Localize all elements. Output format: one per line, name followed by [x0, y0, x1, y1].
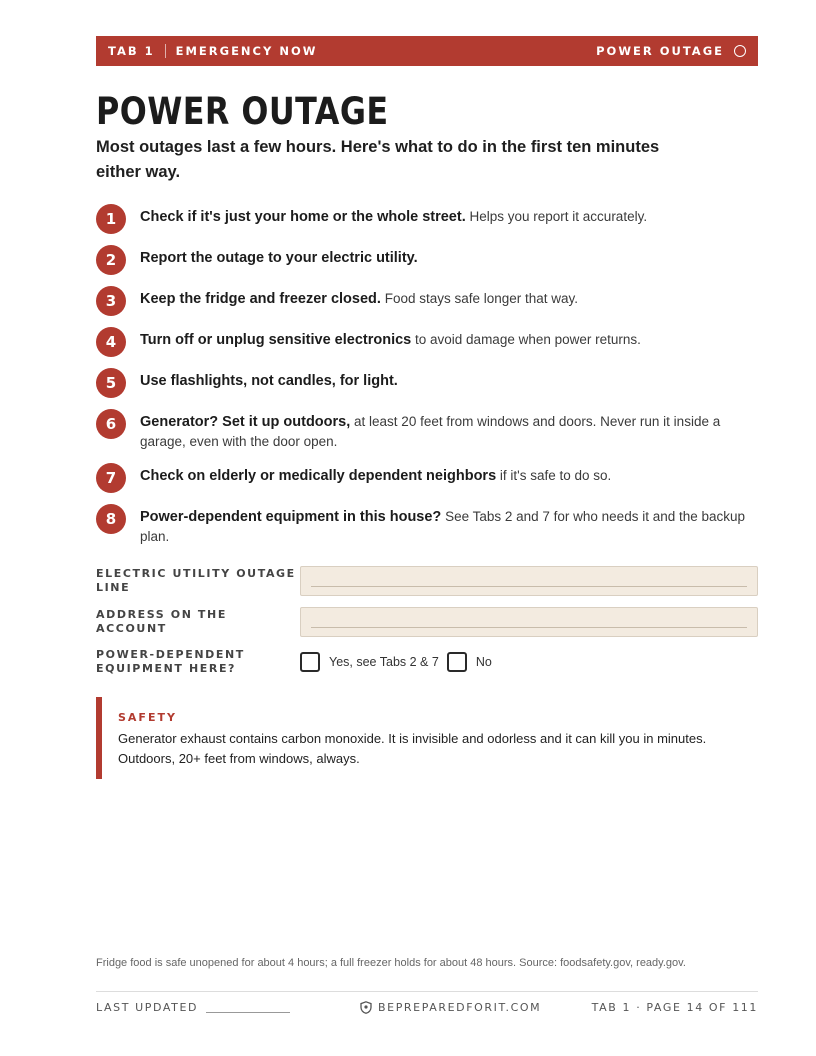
- footer-divider: [96, 991, 758, 992]
- utility-line-field[interactable]: [300, 566, 758, 596]
- step-item: [96, 286, 758, 316]
- no-checkbox[interactable]: [447, 652, 467, 672]
- step-detail: at least 20 feet from windows and doors. Never run it inside a garage, even with the door open.: [140, 414, 721, 449]
- step-detail: Food stays safe longer that way.: [384, 291, 579, 306]
- step-number: 4: [96, 327, 126, 357]
- step-title: Power-dependent equipment in this house?: [140, 509, 442, 525]
- address-field[interactable]: [300, 607, 758, 637]
- step-detail: to avoid damage when power returns.: [415, 332, 641, 347]
- step-item: [96, 409, 758, 452]
- step-title: Keep the fridge and freezer closed.: [140, 291, 381, 307]
- shield-icon: [360, 1001, 372, 1014]
- banner-divider: [165, 44, 166, 58]
- last-updated-label: LAST UPDATED: [96, 1001, 199, 1014]
- step-number: 1: [96, 204, 126, 234]
- banner-topic: POWER OUTAGE: [596, 44, 724, 58]
- equipment-label: POWER-DEPENDENT EQUIPMENT HERE?: [96, 648, 245, 675]
- circle-icon: [734, 45, 746, 57]
- step-title: Check on elderly or medically dependent neighbors: [140, 468, 497, 484]
- step-title: Generator? Set it up outdoors,: [140, 414, 351, 430]
- banner-tab: TAB 1: [108, 44, 155, 58]
- step-item: [96, 204, 758, 234]
- step-item: [96, 327, 758, 357]
- step-item: [96, 245, 758, 275]
- step-detail: if it's safe to do so.: [499, 468, 612, 483]
- step-number: 2: [96, 245, 126, 275]
- site-link[interactable]: BEPREPAREDFORIT.COM: [378, 1001, 542, 1014]
- last-updated-line: [206, 1012, 290, 1013]
- step-number: 5: [96, 368, 126, 398]
- field-underline: [311, 627, 747, 628]
- step-item: [96, 368, 758, 398]
- step-detail: See Tabs 2 and 7 for who needs it and the backup plan.: [140, 509, 746, 544]
- utility-line-label: ELECTRIC UTILITY OUTAGE LINE: [96, 567, 296, 594]
- no-option-label: No: [475, 655, 492, 669]
- step-number: 3: [96, 286, 126, 316]
- step-title: Check if it's just your home or the whole street.: [140, 209, 466, 225]
- safety-callout: [96, 697, 758, 779]
- step-number: 6: [96, 409, 126, 439]
- safety-text: Generator exhaust contains carbon monoxide. It is invisible and odorless and it can kill you in minutes. Outdoors, 20+ feet from windows, always.: [118, 731, 707, 766]
- step-item: [96, 504, 758, 547]
- step-detail: Helps you report it accurately.: [469, 209, 648, 224]
- step-number: 8: [96, 504, 126, 534]
- step-title: Report the outage to your electric utility.: [140, 250, 418, 266]
- step-item: [96, 463, 758, 493]
- banner-section: EMERGENCY NOW: [175, 44, 318, 58]
- intro-text: Most outages last a few hours. Here's what to do in the first ten minutes either way.: [96, 138, 660, 181]
- yes-option-label: Yes, see Tabs 2 & 7: [329, 655, 439, 669]
- page-footer: [96, 1001, 758, 1017]
- safety-heading: SAFETY: [118, 711, 177, 724]
- step-number: 7: [96, 463, 126, 493]
- field-underline: [311, 586, 747, 587]
- footnote: Fridge food is safe unopened for about 4 hours; a full freezer holds for about 48 hours. Source: foodsafety.gov, ready.gov.: [96, 957, 686, 969]
- page-title: POWER OUTAGE: [96, 90, 389, 133]
- page-number: TAB 1 · PAGE 14 OF 111: [591, 1001, 758, 1014]
- yes-checkbox[interactable]: [300, 652, 320, 672]
- address-label: ADDRESS ON THE ACCOUNT: [96, 608, 227, 635]
- step-title: Turn off or unplug sensitive electronics: [140, 332, 412, 348]
- section-banner: [96, 36, 758, 66]
- equipment-options: [300, 652, 500, 672]
- step-title: Use flashlights, not candles, for light.: [140, 373, 398, 389]
